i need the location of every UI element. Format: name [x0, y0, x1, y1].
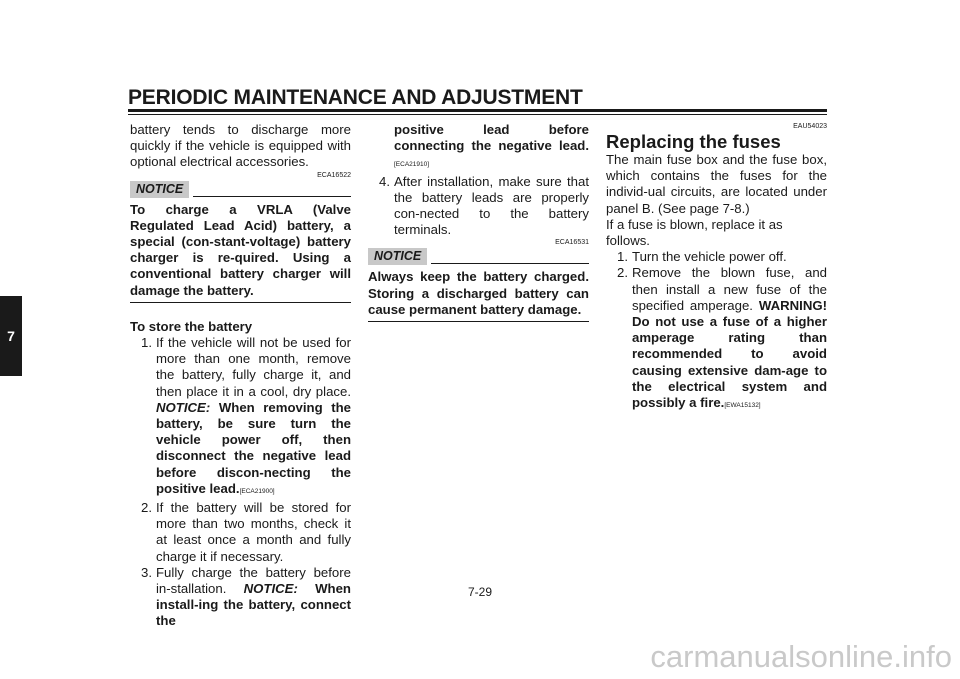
list-item [130, 565, 351, 630]
list-item-text: Remove the blown fuse, and then install a new fuse of the specified amperage. [632, 265, 827, 313]
reference-code: [EWA15132] [724, 402, 761, 410]
list-item-text: If the vehicle will not be used for more than one month, remove the battery, fully charge it, and then place it in a cool, dry place. [156, 335, 351, 399]
battery-intro-text: battery tends to discharge more quickly if the vehicle is equipped with optional electrical accessories. [130, 122, 351, 170]
notice-rule [431, 263, 589, 264]
column-3 [606, 122, 827, 414]
notice-badge: NOTICE [130, 181, 189, 198]
inline-notice-label: NOTICE: [243, 581, 298, 597]
inline-notice-text: When removing the battery, be sure turn the vehicle power off, then disconnect the negative lead before discon-necting the positive lead. [156, 399, 352, 496]
list-item-number: 4. [379, 173, 390, 189]
notice-end-rule [130, 302, 351, 303]
notice-text: To charge a VRLA (Valve Regulated Lead Acid) battery, a special (con-stant-voltage) battery charger is re-quired. Using a conventional battery charger will damage the battery. [130, 201, 351, 298]
list-item-number: 2. [141, 500, 152, 516]
notice-code: ECA16531 [555, 239, 589, 247]
fuse-intro-text: The main fuse box and the fuse box, which contains the fuses for the individ-ual circuits, are located under panel B. (See page 7-8.) [606, 152, 827, 216]
list-item [368, 174, 589, 239]
notice-header [368, 248, 589, 265]
list-item-number: 3. [141, 564, 152, 580]
column-1 [130, 122, 351, 630]
chapter-tab [0, 296, 22, 376]
notice-badge: NOTICE [368, 248, 427, 265]
header-rule [128, 109, 827, 112]
store-battery-heading: To store the battery [130, 318, 253, 334]
notice-header [130, 181, 351, 198]
list-item-text: After installation, make sure that the battery leads are properly con-nected to the battery terminals. [394, 173, 589, 238]
list-item [606, 249, 827, 265]
reference-code: [ECA21900] [239, 487, 275, 495]
section-title: Replacing the fuses [606, 131, 781, 152]
warning-text: WARNING! Do not use a fuse of a higher amperage rating than recommended to avoid causing extensive dam-age to the electrical system and possibly a fire. [632, 297, 827, 411]
list-item-text: Fully charge the battery before in-stallation. [156, 564, 351, 597]
column-2 [368, 122, 589, 322]
notice-text: Always keep the battery charged. Storing a discharged battery can cause permanent battery damage. [368, 269, 589, 317]
list-item-number: 1. [617, 249, 628, 265]
chapter-tab-number: 7 [7, 328, 15, 344]
footer-watermark: carmanualsonline.info [650, 639, 952, 674]
list-item-text: Turn the vehicle power off. [632, 249, 787, 265]
header-rule-thin [128, 114, 827, 115]
page-header-title: PERIODIC MAINTENANCE AND ADJUSTMENT [128, 86, 583, 109]
list-item-number: 2. [617, 265, 628, 281]
inline-notice-label: NOTICE: [156, 399, 211, 415]
notice-rule [193, 196, 351, 197]
list-item-continued [368, 122, 589, 174]
page-number: 7-29 [467, 585, 493, 599]
notice-end-rule [368, 321, 589, 322]
section-code: EAU54023 [793, 123, 827, 130]
continued-notice-text: positive lead before connecting the negative lead. [394, 122, 589, 154]
list-item-text: If the battery will be stored for more than two months, check it at least once a month and fully charge it if necessary. [156, 500, 351, 564]
list-item-number: 1. [141, 335, 152, 351]
list-item [606, 265, 827, 414]
inline-notice-text: When install-ing the battery, connect the [156, 581, 351, 629]
reference-code: [ECA21910] [394, 161, 430, 169]
notice-code: ECA16522 [317, 171, 351, 179]
fuse-lead-text: If a fuse is blown, replace it as follows. [606, 216, 783, 249]
list-item [130, 500, 351, 565]
list-item [130, 335, 351, 500]
